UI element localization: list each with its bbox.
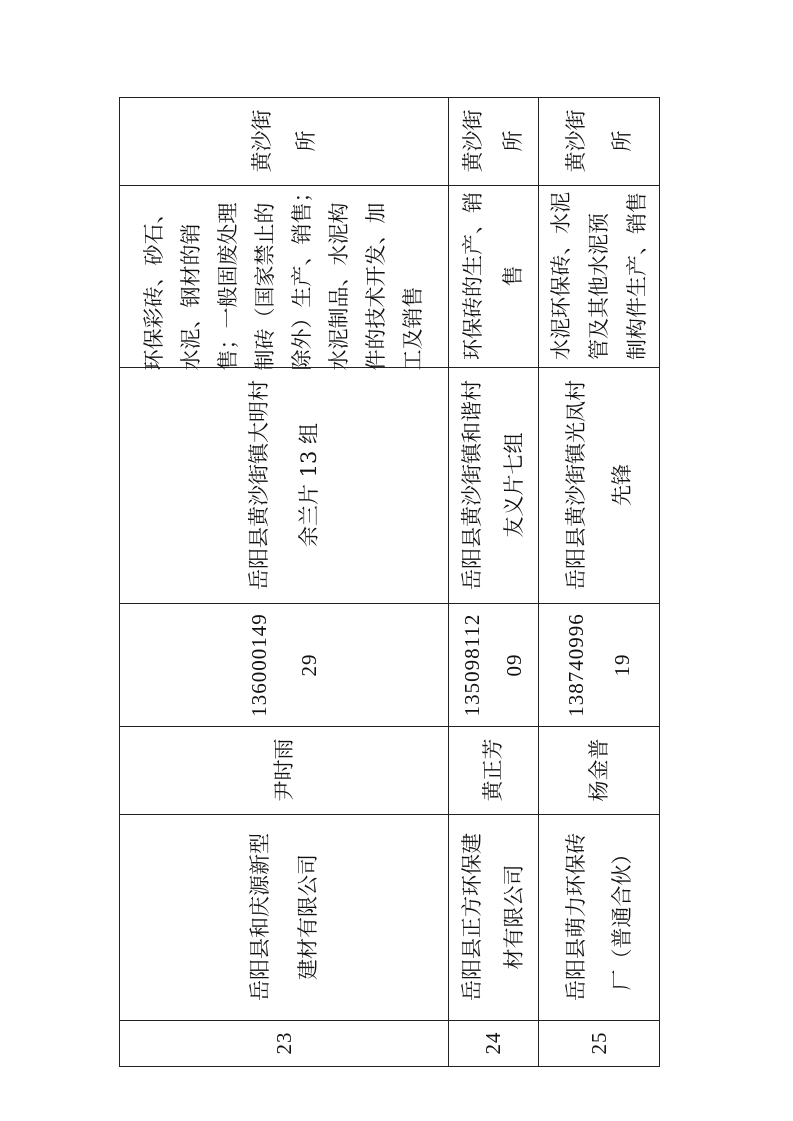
company-text: 岳阳县和庆源新型 建材有限公司	[247, 833, 320, 1001]
cell-index	[119, 1020, 448, 1066]
cell-address	[448, 367, 538, 603]
cell-scope	[538, 185, 659, 367]
cell-index	[538, 1020, 659, 1066]
phone-text: 136000149 29	[246, 612, 321, 717]
cell-office	[448, 97, 538, 185]
cell-person	[448, 726, 538, 814]
company-text: 岳阳县正方环保建 材有限公司	[460, 833, 526, 1001]
company-text: 岳阳县萌力环保砖 厂（普通合伙）	[563, 833, 634, 1001]
address-text: 岳阳县黄沙街镇和谐村 友义片七组	[460, 380, 526, 590]
cell-company	[538, 814, 659, 1020]
cell-company	[119, 814, 448, 1020]
address-text: 岳阳县黄沙街镇大明村 余兰片 13 组	[246, 380, 321, 590]
scope-text: 环保彩砖、砂石、 水泥、钢材的销 售；一般固废处理 制砖（国家禁止的 除外）生产、销售； 水泥制品、水泥构 件的技术开发、加 工及销售	[141, 181, 425, 371]
cell-phone	[448, 603, 538, 726]
table-border-right	[659, 97, 660, 1066]
office-text: 黄沙街 所	[563, 109, 634, 173]
cell-address	[119, 367, 448, 603]
cell-person	[538, 726, 659, 814]
person-text: 杨金普	[586, 738, 611, 802]
scope-text: 环保砖的生产、销 售	[461, 192, 525, 360]
cell-address	[538, 367, 659, 603]
cell-phone	[119, 603, 448, 726]
index-text: 25	[586, 1031, 611, 1055]
table-border-bottom	[119, 1066, 660, 1067]
cell-phone	[538, 603, 659, 726]
cell-index	[448, 1020, 538, 1066]
office-text: 黄沙街 所	[461, 109, 525, 173]
index-text: 24	[481, 1031, 505, 1055]
cell-office	[538, 97, 659, 185]
phone-text: 138740996 19	[563, 612, 634, 717]
office-text: 黄沙街 所	[249, 109, 318, 173]
cell-person	[119, 726, 448, 814]
cell-scope	[119, 181, 448, 371]
person-text: 尹时雨	[271, 738, 296, 802]
cell-company	[448, 814, 538, 1020]
cell-office	[119, 97, 448, 185]
address-text: 岳阳县黄沙街镇光凤村 先锋	[563, 380, 634, 590]
phone-text: 135098112 09	[460, 613, 526, 716]
cell-scope	[448, 185, 538, 367]
person-text: 黄正芳	[481, 738, 505, 802]
index-text: 23	[271, 1031, 296, 1055]
scope-text: 水泥环保砖、水泥 管及其他水泥预 制构件生产、销售	[548, 192, 649, 360]
